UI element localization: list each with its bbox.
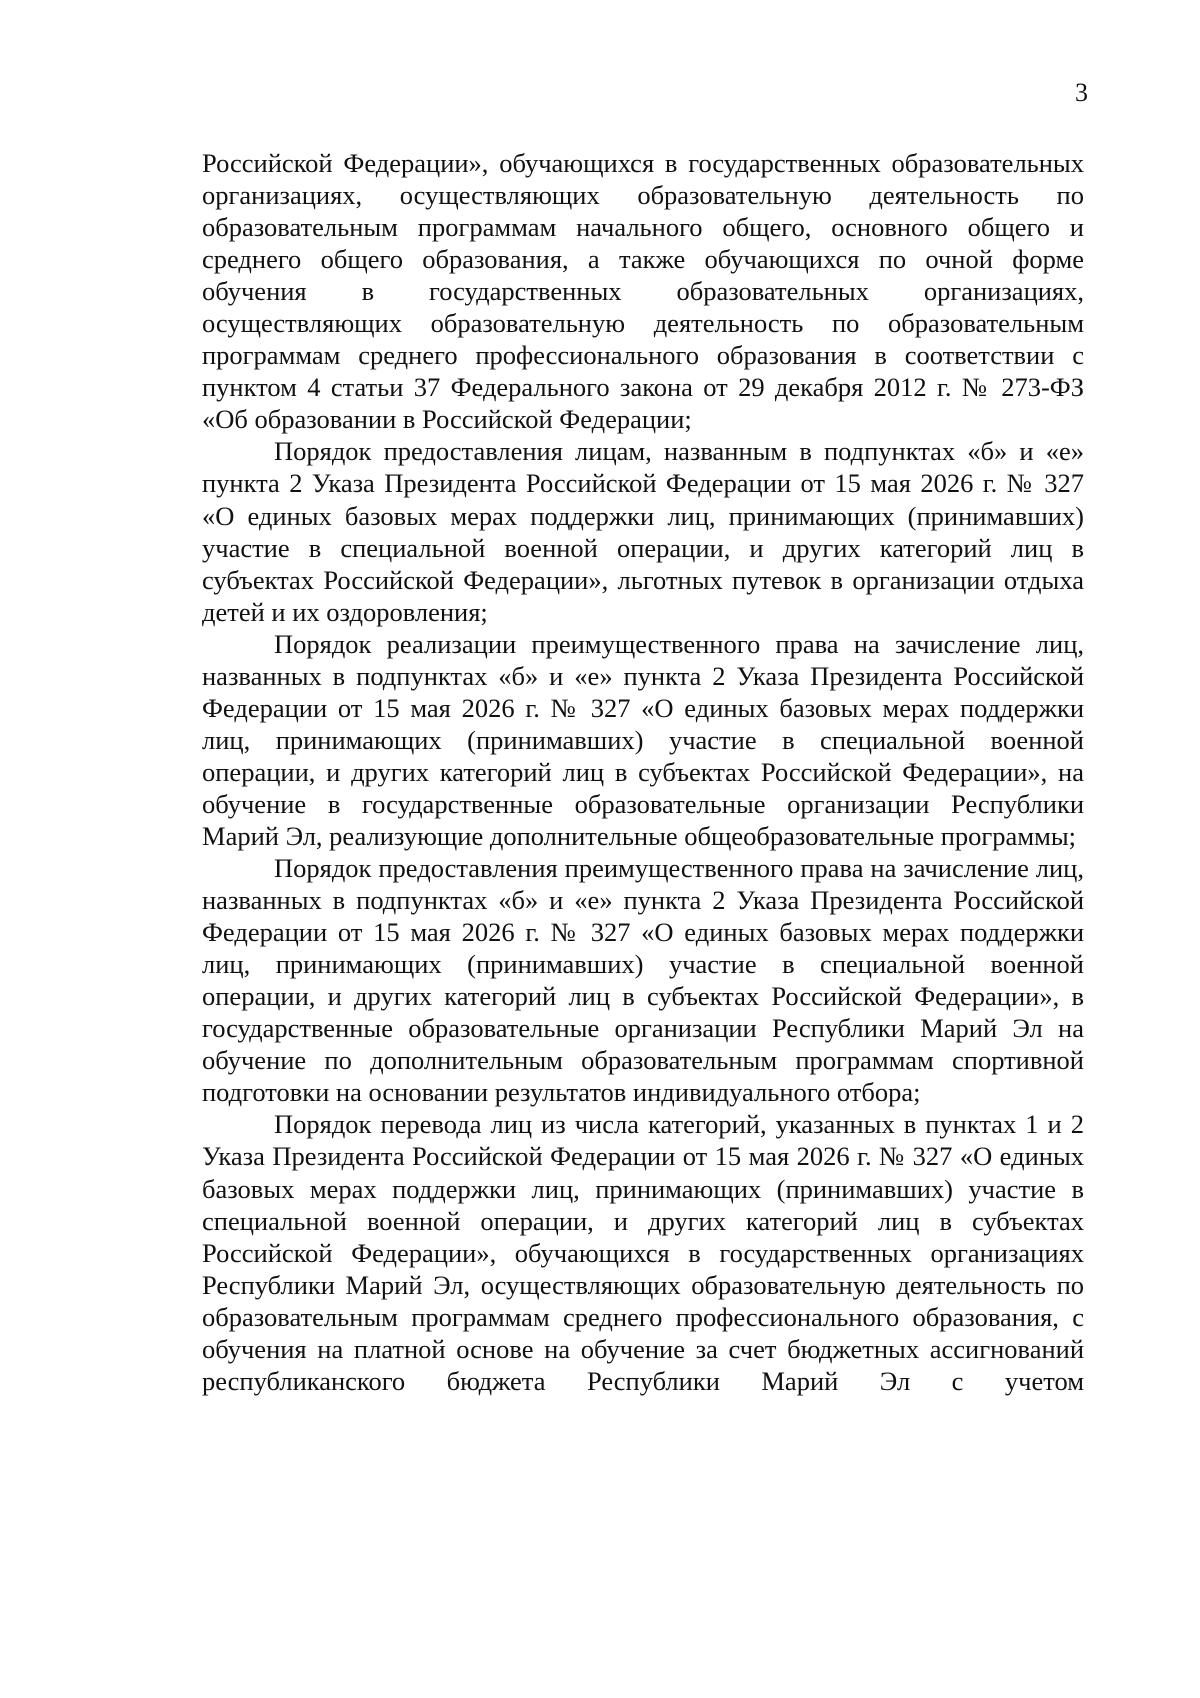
document-body xyxy=(202,147,1084,1397)
paragraph-vacation-vouchers-procedure: Порядок предоставления лицам, названным в подпунктах «б» и «е» пункта 2 Указа Президента Российской Федерации от 15 мая 2026 г. № 327 «О единых базовых мерах поддержки лиц, принимающих (принимавших) участие в специальной военной операции, и других категорий лиц в субъектах Российской Федерации», льготных путевок в организации отдыха детей и их оздоровления; xyxy=(202,436,1084,627)
paragraph-transfer-to-budget-procedure: Порядок перевода лиц из числа категорий, указанных в пунктах 1 и 2 Указа Президента Российской Федерации от 15 мая 2026 г. № 327 «О единых базовых мерах поддержки лиц, принимающих (принимавших) участие в специальной военной операции, и других категорий лиц в субъектах Российской Федерации», обучающихся в государственных организациях Республики Марий Эл, осуществляющих образовательную деятельность по образовательным программам среднего профессионального образования, с обучения на платной основе на обучение за счет бюджетных ассигнований республиканского бюджета Республики Марий Эл с учетом xyxy=(202,1109,1084,1396)
paragraph-sports-training-enrollment-procedure: Порядок предоставления преимущественного права на зачисление лиц, названных в подпунктах «б» и «е» пункта 2 Указа Президента Российской Федерации от 15 мая 2026 г. № 327 «О единых базовых мерах поддержки лиц, принимающих (принимавших) участие в специальной военной операции, и других категорий лиц в субъектах Российской Федерации», в государственные образовательные организации Республики Марий Эл на обучение по дополнительным образовательным программам спортивной подготовки на основании результатов индивидуального отбора; xyxy=(202,853,1084,1108)
page-number: 3 xyxy=(1075,78,1088,107)
paragraph-continuation: Российской Федерации», обучающихся в государственных образовательных организациях, осуществляющих образовательную деятельность по образовательным программам начального общего, основного общего и среднего общего образования, а также обучающихся по очной форме обучения в государственных образовательных организациях, осуществляющих образовательную деятельность по образовательным программам среднего профессионального образования в соответствии с пунктом 4 статьи 37 Федерального закона от 29 декабря 2012 г. № 273-ФЗ «Об образовании в Российской Федерации; xyxy=(202,148,1084,435)
paragraph-additional-education-enrollment-procedure: Порядок реализации преимущественного права на зачисление лиц, названных в подпунктах «б» и «е» пункта 2 Указа Президента Российской Федерации от 15 мая 2026 г. № 327 «О единых базовых мерах поддержки лиц, принимающих (принимавших) участие в специальной военной операции, и других категорий лиц в субъектах Российской Федерации», на обучение в государственные образовательные организации Республики Марий Эл, реализующие дополнительные общеобразовательные программы; xyxy=(202,628,1084,851)
